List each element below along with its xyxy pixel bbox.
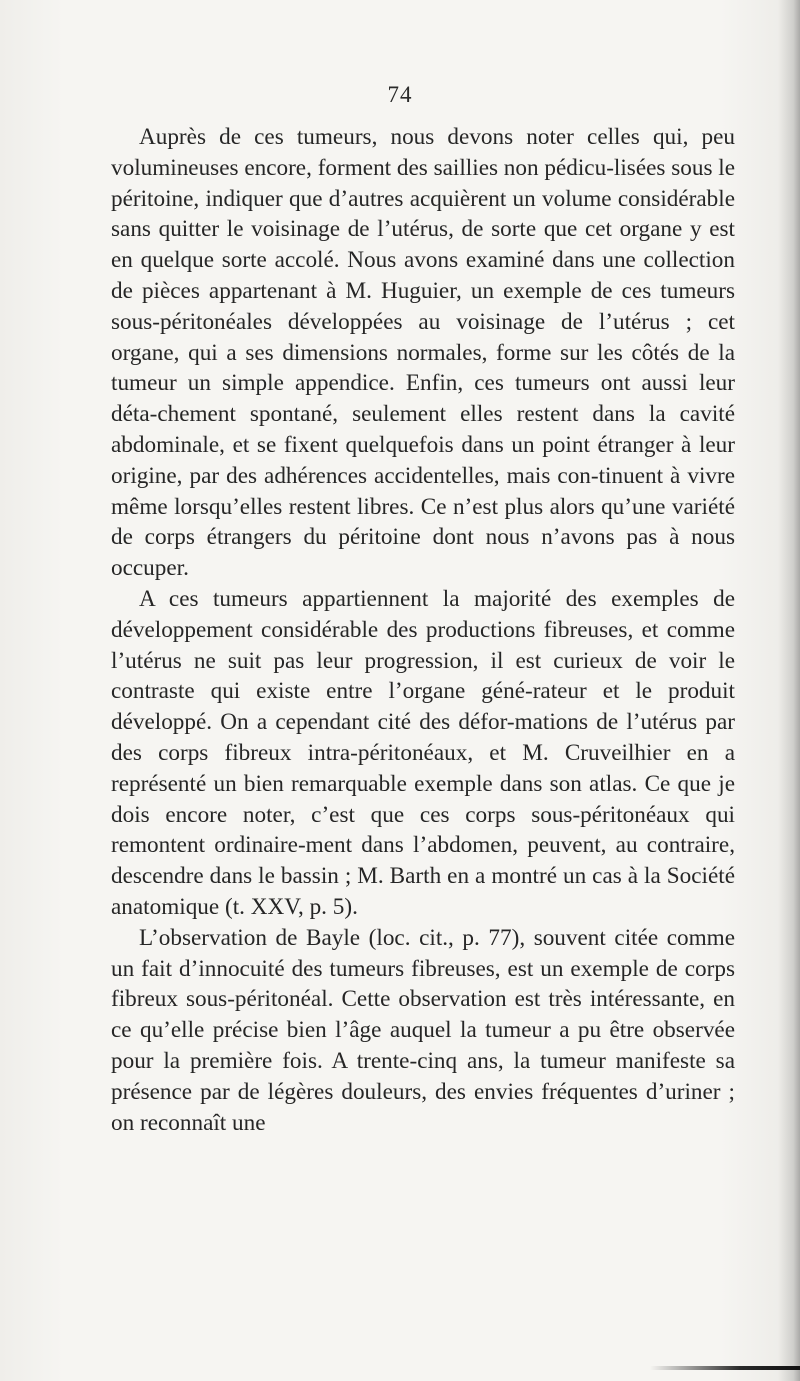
- paragraph-2: A ces tumeurs appartiennent la majorité des exemples de développement considérable des productions fibreuses, et comme l’utérus ne suit pas leur progression, il est curieux de voir le contraste qui existe entre l’organe géné-rateur et le produit développé. On a cependant cité des défor-mations de l’utérus par des corps fibreux intra-péritonéaux, et M. Cruveilhier en a représenté un bien remarquable exemple dans son atlas. Ce que je dois encore noter, c’est que ces corps sous-péritonéaux qui remontent ordinaire-ment dans l’abdomen, peuvent, au contraire, descendre dans le bassin ; M. Barth en a montré un cas à la Société anatomique (t. XXV, p. 5).: [111, 585, 735, 920]
- page-bottom-mark: [650, 1366, 800, 1370]
- page-edge-shadow: [778, 0, 800, 1381]
- paragraph-1: Auprès de ces tumeurs, nous devons noter celles qui, peu volumineuses encore, forment des saillies non pédicu-lisées sous le péritoine, indiquer que d’autres acquièrent un volume considérable sans quitter le voisinage de l’utérus, de sorte que cet organe y est en quelque sorte accolé. Nous avons examiné dans une collection de pièces appartenant à M. Huguier, un exemple de ces tumeurs sous-péritonéales développées au voisinage de l’utérus ; cet organe, qui a ses dimensions normales, forme sur les côtés de la tumeur un simple appendice. Enfin, ces tumeurs ont aussi leur déta-chement spontané, seulement elles restent dans la cavité abdominale, et se fixent quelquefois dans un point étranger à leur origine, par des adhérences accidentelles, mais con-tinuent à vivre même lorsqu’elles restent libres. Ce n’est plus alors qu’une variété de corps étrangers du péritoine dont nous n’avons pas à nous occuper.: [111, 124, 735, 582]
- page-number: 74: [387, 82, 413, 107]
- paragraph-3: L’observation de Bayle (loc. cit., p. 77), souvent citée comme un fait d’innocuité des tumeurs fibreuses, est un exemple de corps fibreux sous-péritonéal. Cette observation est très intéressante, en ce qu’elle précise bien l’âge auquel la tumeur a pu être observée pour la première fois. A trente-cinq ans, la tumeur manifeste sa présence par de légères douleurs, des envies fréquentes d’uriner ; on reconnaît une: [111, 924, 735, 1136]
- body-text: [111, 122, 735, 1138]
